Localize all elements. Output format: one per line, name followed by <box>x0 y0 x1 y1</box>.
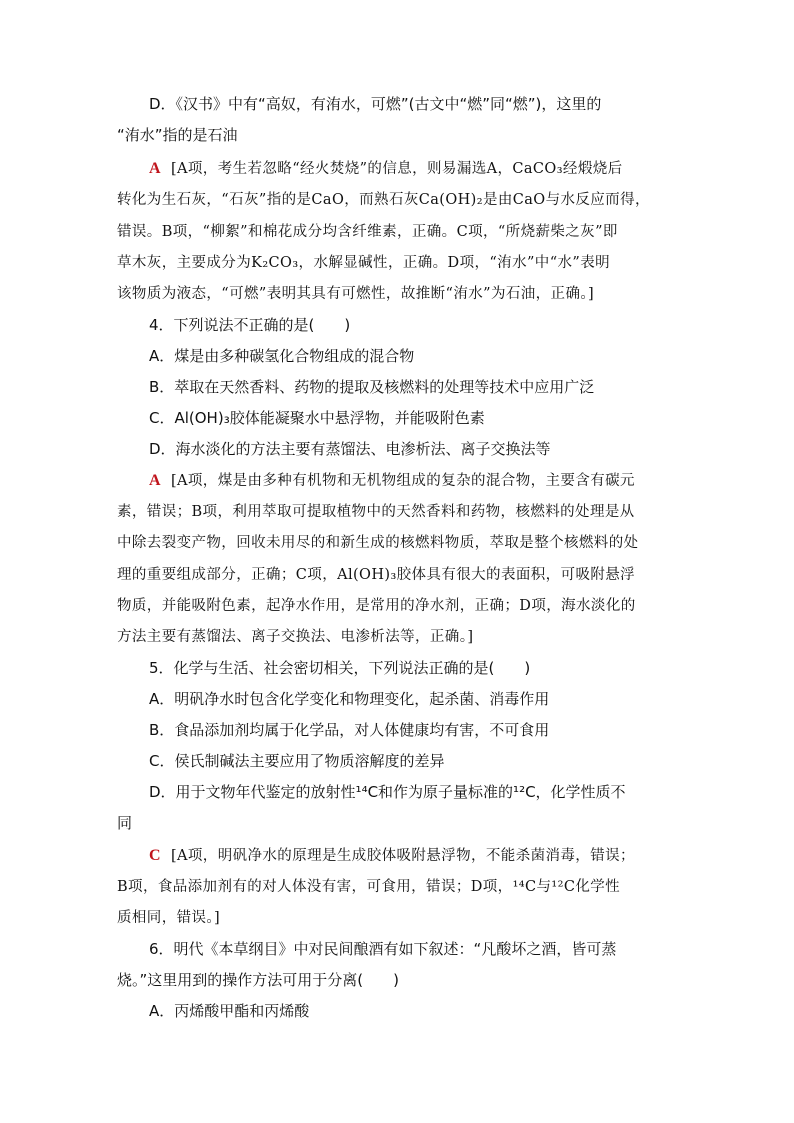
q3-answer-line5: 该物质为液态，“可燃”表明其具有可燃性，故推断“洧水”为石油，正确。] <box>117 286 595 302</box>
q3-option-d-line2: “洧水”指的是石油 <box>117 126 238 144</box>
q4-answer-line6: 方法主要有蒸馏法、离子交换法、电渗析法等，正确。] <box>117 629 474 645</box>
q3-option-d-line1: D．《汉书》中有“高奴，有洧水，可燃”(古文中“燃”同“燃”)，这里的 <box>149 95 602 113</box>
q5-option-d-line2: 同 <box>117 814 133 832</box>
q6-option-a: A．丙烯酸甲酯和丙烯酸 <box>149 1002 310 1020</box>
q4-option-c: C．Al(OH)₃胶体能凝聚水中悬浮物，并能吸附色素 <box>149 409 485 427</box>
q6-stem-line1: 6．明代《本草纲目》中对民间酿酒有如下叙述：“凡酸坏之酒，皆可蒸 <box>149 940 617 958</box>
q4-answer-line4: 理的重要组成部分，正确；C项，Al(OH)₃胶体具有很大的表面积，可吸附悬浮 <box>117 567 636 583</box>
answer-key: A <box>149 160 161 177</box>
q4-answer-line5: 物质，并能吸附色素，起净水作用，是常用的净水剂，正确；D项，海水淡化的 <box>117 598 636 614</box>
q3-answer-line4: 草木灰，主要成分为K₂CO₃，水解显碱性，正确。D项，“洧水”中“水”表明 <box>117 255 611 271</box>
q4-option-a: A．煤是由多种碳氢化合物组成的混合物 <box>149 347 415 365</box>
answer-key: A <box>149 472 161 489</box>
q5-stem: 5．化学与生活、社会密切相关，下列说法正确的是( ) <box>149 659 531 677</box>
q4-answer-line2: 素，错误；B项，利用萃取可提取植物中的天然香料和药物，核燃料的处理是从 <box>117 504 635 520</box>
q4-stem: 4．下列说法不正确的是( ) <box>149 316 351 334</box>
q4-option-d: D．海水淡化的方法主要有蒸馏法、电渗析法、离子交换法等 <box>149 440 551 458</box>
answer-text: [A项，煤是由多种有机物和无机物组成的复杂的混合物，主要含有碳元 <box>170 473 635 489</box>
answer-text: [A项，明矾净水的原理是生成胶体吸附悬浮物，不能杀菌消毒，错误； <box>170 848 635 864</box>
q5-answer-line3: 质相同，错误。] <box>117 910 221 926</box>
q5-option-d-line1: D．用于文物年代鉴定的放射性¹⁴C和作为原子量标准的¹²C，化学性质不 <box>149 783 626 801</box>
q3-answer-line3: 错误。B项，“柳絮”和棉花成分均含纤维素，正确。C项，“所烧薪柴之灰”即 <box>117 224 618 240</box>
answer-key: C <box>149 847 161 864</box>
q6-stem-line2: 烧。”这里用到的操作方法可用于分离( ) <box>117 971 399 989</box>
q5-option-c: C．侯氏制碱法主要应用了物质溶解度的差异 <box>149 752 445 770</box>
q4-option-b: B．萃取在天然香料、药物的提取及核燃料的处理等技术中应用广泛 <box>149 378 595 396</box>
q4-answer-line1 <box>149 471 709 491</box>
q5-option-a: A．明矾净水时包含化学变化和物理变化，起杀菌、消毒作用 <box>149 690 550 708</box>
q3-answer-line1 <box>149 159 709 179</box>
q3-answer-line2: 转化为生石灰，“石灰”指的是CaO，而熟石灰Ca(OH)₂是由CaO与水反应而得， <box>117 192 650 208</box>
q5-answer-line1 <box>149 846 709 866</box>
q5-option-b: B．食品添加剂均属于化学品，对人体健康均有害，不可食用 <box>149 721 550 739</box>
answer-text: [A项，考生若忽略“经火焚烧”的信息，则易漏选A，CaCO₃经煅烧后 <box>170 161 623 177</box>
q4-answer-line3: 中除去裂变产物，回收未用尽的和新生成的核燃料物质，萃取是整个核燃料的处 <box>117 535 639 551</box>
q5-answer-line2: B项，食品添加剂有的对人体没有害，可食用，错误；D项，¹⁴C与¹²C化学性 <box>117 879 621 895</box>
